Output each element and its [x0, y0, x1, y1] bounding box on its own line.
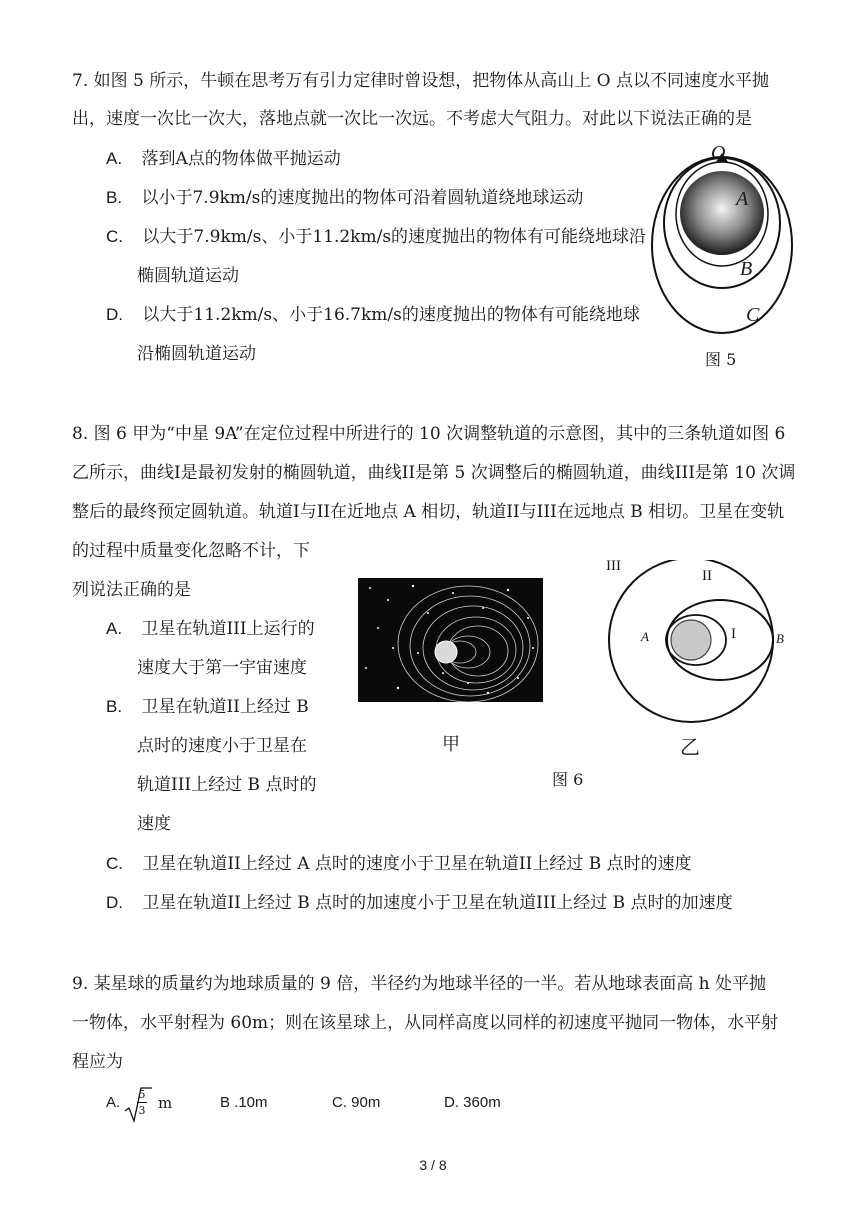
q8-stem-line1: 8. 图 6 甲为“中星 9A”在定位过程中所进行的 10 次调整轨道的示意图，其中的三条轨道如图 6 [72, 424, 786, 444]
option-text: 以大于7.9km/s、小于11.2km/s的速度抛出的物体有可能绕地球沿 [142, 227, 647, 247]
option-letter: B. [106, 697, 123, 716]
q9-option-a-unit: m [158, 1094, 173, 1112]
q8-option-a-cont: 速度大于第一宇宙速度 [137, 658, 307, 678]
option-text: 以大于11.2km/s、小于16.7km/s的速度抛出的物体有可能绕地球 [142, 305, 640, 325]
option-letter: D. [106, 305, 123, 324]
q7-option-c-cont: 椭圆轨道运动 [137, 266, 239, 286]
q9-option-a-letter: A. [106, 1094, 121, 1111]
figure-6-caption: 图 6 [552, 770, 584, 789]
figure-6-jia-label: 甲 [442, 734, 460, 755]
label-c: C [746, 304, 760, 326]
q7-option-a [106, 148, 341, 170]
earth-sphere [680, 171, 764, 255]
q7-stem-line1: 7. 如图 5 所示，牛顿在思考万有引力定律时曾设想，把物体从高山上 O 点以不同速度水平抛 [72, 71, 769, 91]
q8-option-b-cont3: 速度 [137, 814, 171, 834]
q9-option-b: B .10m [220, 1094, 268, 1111]
fraction-bar [137, 1102, 147, 1103]
earth-disc [671, 620, 711, 660]
label-b: B [740, 258, 753, 280]
figure-6-jia-photo [358, 578, 543, 702]
option-letter: A. [106, 149, 123, 168]
q9-stem-line2: 一物体，水平射程为 60m；则在该星球上，从同样高度以同样的初速度平抛同一物体，水平射 [72, 1013, 779, 1033]
q7-option-d [106, 304, 640, 326]
option-letter: A. [106, 619, 123, 638]
q8-option-c [106, 853, 692, 875]
label-point-a: A [641, 629, 649, 644]
q8-stem-line2: 乙所示，曲线I是最初发射的椭圆轨道，曲线II是第 5 次调整后的椭圆轨道，曲线III是第 10 次调 [72, 463, 796, 483]
option-letter: C. [106, 227, 123, 246]
option-letter: B. [106, 188, 123, 207]
label-orbit-iii: III [606, 558, 621, 574]
q7-option-b [106, 187, 583, 209]
option-text: 卫星在轨道III上运行的 [141, 619, 315, 639]
option-text: 卫星在轨道II上经过 A 点时的速度小于卫星在轨道II上经过 B 点时的速度 [142, 854, 692, 874]
q7-option-c [106, 226, 646, 248]
figure-5-caption: 图 5 [705, 350, 737, 369]
option-letter: D. [106, 893, 123, 912]
figure-6-yi-label: 乙 [680, 735, 700, 759]
label-o: O [711, 142, 726, 164]
option-letter: C. [106, 854, 123, 873]
label-a: A [736, 188, 749, 210]
q7-option-d-cont: 沿椭圆轨道运动 [137, 344, 256, 364]
option-text: 以小于7.9km/s的速度抛出的物体可沿着圆轨道绕地球运动 [141, 188, 584, 208]
q8-option-b [106, 696, 309, 718]
q7-stem-line2: 出，速度一次比一次大，落地点就一次比一次远。不考虑大气阻力。对此以下说法正确的是 [72, 109, 752, 129]
sqrt-numerator: 5 [138, 1088, 146, 1101]
q9-option-d: D. 360m [444, 1094, 501, 1111]
option-text: 卫星在轨道II上经过 B 点时的加速度小于卫星在轨道III上经过 B 点时的加速度 [142, 893, 733, 913]
q8-option-b-cont2: 轨道III上经过 B 点时的 [137, 775, 317, 795]
sqrt-denominator: 3 [138, 1104, 146, 1117]
label-orbit-i: I [731, 626, 736, 642]
q9-stem-line3: 程应为 [72, 1052, 123, 1072]
figure-6-yi-orbits [596, 560, 796, 725]
q9-option-c: C. 90m [332, 1094, 381, 1111]
q8-option-d [106, 892, 733, 914]
figure-5-orbits [640, 140, 820, 340]
q8-stem-line3: 整后的最终预定圆轨道。轨道I与II在近地点 A 相切，轨道II与III在远地点 B 相切。卫星在变轨 [72, 502, 785, 522]
label-point-b: B [776, 631, 784, 646]
q8-option-b-cont1: 点时的速度小于卫星在 [137, 736, 307, 756]
q8-option-a [106, 618, 315, 640]
q8-stem-line4: 的过程中质量变化忽略不计，下 [72, 541, 310, 561]
q9-stem-line1: 9. 某星球的质量约为地球质量的 9 倍，半径约为地球半径的一半。若从地球表面高 h 处平抛 [72, 974, 767, 994]
q8-stem-line5: 列说法正确的是 [72, 580, 191, 600]
option-text: 卫星在轨道II上经过 B [141, 697, 309, 717]
option-text: 落到A点的物体做平抛运动 [141, 149, 341, 169]
page-number: 3 / 8 [419, 1157, 447, 1173]
label-orbit-ii: II [702, 568, 712, 584]
